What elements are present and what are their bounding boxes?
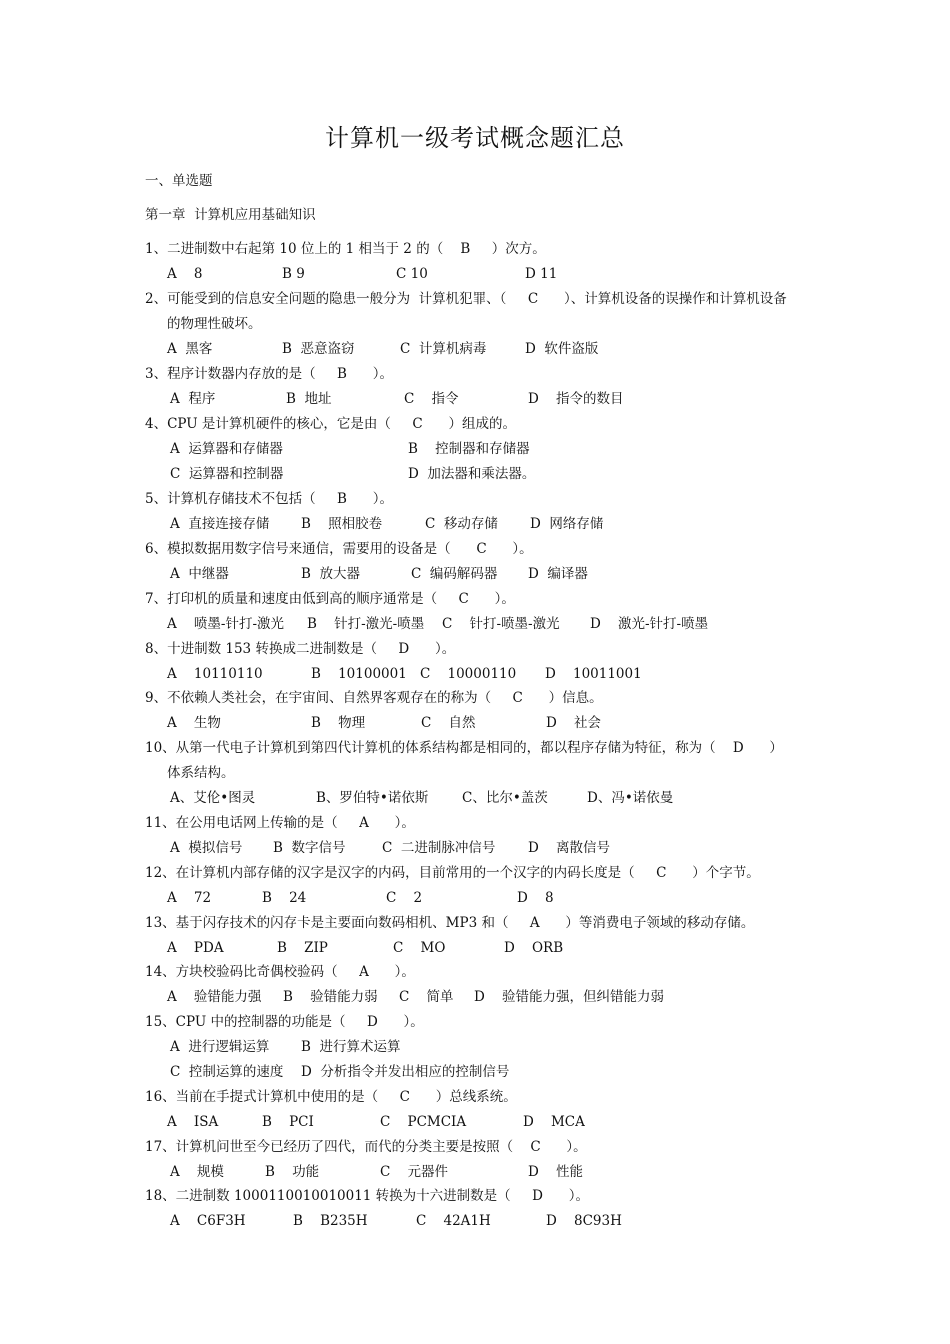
option-a: A 10110110: [167, 666, 263, 682]
option-a: A 8: [167, 266, 203, 282]
question-14: 14、方块校验码比奇偶校验码（ A ）。: [145, 964, 415, 980]
option-b: B 物理: [311, 715, 366, 731]
option-c: C 控制运算的速度: [170, 1064, 284, 1080]
option-a: A、艾伦•图灵: [170, 790, 256, 806]
option-c: C、比尔•盖茨: [462, 790, 548, 806]
option-c: C 元器件: [380, 1164, 448, 1180]
question-3: 3、程序计数器内存放的是（ B ）。: [145, 366, 393, 382]
option-c: C 移动存储: [425, 516, 498, 532]
option-c: C 10: [396, 266, 428, 282]
option-a: A 直接连接存储: [170, 516, 270, 532]
option-b: B 恶意盗窃: [282, 341, 355, 357]
option-d: D ORB: [504, 940, 564, 956]
option-b: B 针打-激光-喷墨: [307, 616, 425, 632]
option-c: C 简单: [399, 989, 454, 1005]
option-d: D MCA: [523, 1114, 585, 1130]
option-a: A 生物: [167, 715, 221, 731]
options-18: [170, 1212, 622, 1320]
question-10: 10、从第一代电子计算机到第四代计算机的体系结构都是相同的，都以程序存储为特征，称为（ D ）: [145, 740, 783, 756]
option-a: A 模拟信号: [170, 840, 243, 856]
option-a: A C6F3H: [170, 1213, 246, 1229]
question-16: 16、当前在手提式计算机中使用的是（ C ）总线系统。: [145, 1089, 517, 1105]
option-a: A 验错能力强: [167, 989, 262, 1005]
option-c: C 编码解码器: [411, 566, 498, 582]
option-b: B 9: [282, 266, 305, 282]
option-d: D 激光-针打-喷墨: [590, 616, 709, 632]
option-d: D 验错能力强，但纠错能力弱: [474, 989, 664, 1005]
option-c: C 指令: [404, 391, 459, 407]
option-b: B 放大器: [301, 566, 361, 582]
option-c: C 42A1H: [416, 1213, 491, 1229]
option-d: D 分析指令并发出相应的控制信号: [301, 1064, 510, 1080]
document-title: 计算机一级考试概念题汇总: [325, 124, 625, 152]
question-1: 1、二进制数中右起第 10 位上的 1 相当于 2 的（ B ）次方。: [145, 241, 546, 257]
question-13: 13、基于闪存技术的闪存卡是主要面向数码相机、MP3 和（ A ）等消费电子领域的移动存储。: [145, 915, 755, 931]
option-a: A 黑客: [167, 341, 213, 357]
option-d: D 8C93H: [546, 1213, 622, 1229]
option-b: B PCI: [262, 1114, 314, 1130]
option-d: D 指令的数目: [528, 391, 624, 407]
option-d: D 网络存储: [530, 516, 604, 532]
question-17: 17、计算机问世至今已经历了四代，而代的分类主要是按照（ C ）。: [145, 1139, 587, 1155]
option-a: A PDA: [167, 940, 224, 956]
option-a: A 进行逻辑运算: [170, 1039, 270, 1055]
option-c: C 2: [386, 890, 423, 906]
option-b: B 地址: [286, 391, 332, 407]
question-8: 8、十进制数 153 转换成二进制数是（ D ）。: [145, 641, 456, 657]
option-a: A 规模: [170, 1164, 224, 1180]
option-b: B 功能: [265, 1164, 320, 1180]
question-15: 15、CPU 中的控制器的功能是（ D ）。: [145, 1014, 424, 1030]
option-d: D 社会: [546, 715, 601, 731]
option-c: C 10000110: [420, 666, 517, 682]
question-4: 4、CPU 是计算机硬件的核心，它是由（ C ）组成的。: [145, 416, 516, 432]
option-b: B 控制器和存储器: [408, 441, 530, 457]
option-c: C 计算机病毒: [400, 341, 487, 357]
option-d: D 编译器: [528, 566, 588, 582]
option-b: B 10100001: [311, 666, 407, 682]
question-6: 6、模拟数据用数字信号来通信，需要用的设备是（ C ）。: [145, 541, 533, 557]
option-a: A 中继器: [170, 566, 229, 582]
option-c: C 运算器和控制器: [170, 466, 284, 482]
option-a: A 运算器和存储器: [170, 441, 283, 457]
option-d: D 11: [525, 266, 558, 282]
option-c: C 针打-喷墨-激光: [442, 616, 560, 632]
chapter-heading: 第一章 计算机应用基础知识: [145, 207, 316, 223]
option-c: C 自然: [421, 715, 476, 731]
question-2: 2、可能受到的信息安全问题的隐患一般分为 计算机犯罪、（ C ）、计算机设备的误操作和计算机设备: [145, 291, 787, 307]
option-d: D 性能: [528, 1164, 583, 1180]
section-heading: 一、单选题: [145, 173, 213, 189]
option-d: D 加法器和乘法器。: [408, 466, 536, 482]
question-12: 12、在计算机内部存储的汉字是汉字的内码，目前常用的一个汉字的内码长度是（ C ）个字节。: [145, 865, 760, 881]
option-b: B B235H: [293, 1213, 368, 1229]
option-c: C PCMCIA: [380, 1114, 467, 1130]
option-d: D 10011001: [545, 666, 642, 682]
option-d: D、冯•诺依曼: [587, 790, 674, 806]
question-10-cont: 体系结构。: [167, 765, 235, 781]
option-c: C MO: [393, 940, 446, 956]
option-d: D 8: [517, 890, 554, 906]
option-b: B 验错能力弱: [283, 989, 378, 1005]
option-a: A 喷墨-针打-激光: [167, 616, 285, 632]
question-2-cont: 的物理性破坏。: [167, 316, 262, 332]
option-b: B 24: [262, 890, 307, 906]
option-d: D 离散信号: [528, 840, 610, 856]
option-b: B 数字信号: [273, 840, 346, 856]
question-7: 7、打印机的质量和速度由低到高的顺序通常是（ C ）。: [145, 591, 515, 607]
option-b: B 进行算术运算: [301, 1039, 401, 1055]
option-d: D 软件盗版: [525, 341, 599, 357]
option-b: B、罗伯特•诺依斯: [316, 790, 429, 806]
option-a: A 72: [167, 890, 212, 906]
question-11: 11、在公用电话网上传输的是（ A ）。: [145, 815, 415, 831]
option-a: A ISA: [167, 1114, 219, 1130]
option-b: B ZIP: [277, 940, 328, 956]
option-c: C 二进制脉冲信号: [382, 840, 496, 856]
question-5: 5、计算机存储技术不包括（ B ）。: [145, 491, 393, 507]
option-b: B 照相胶卷: [301, 516, 383, 532]
question-9: 9、不依赖人类社会，在宇宙间、自然界客观存在的称为（ C ）信息。: [145, 690, 603, 706]
question-18: 18、二进制数 1000110010010011 转换为十六进制数是（ D ）。: [145, 1188, 589, 1204]
option-a: A 程序: [170, 391, 216, 407]
